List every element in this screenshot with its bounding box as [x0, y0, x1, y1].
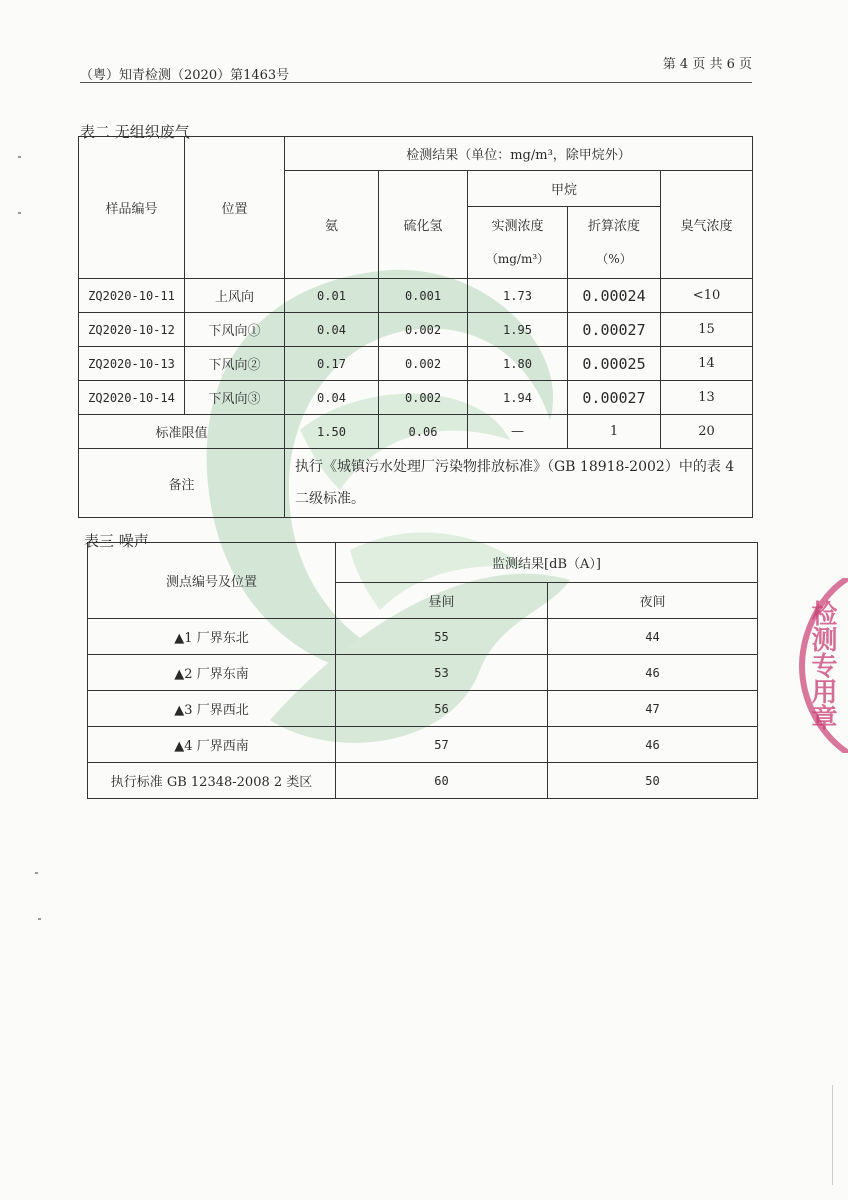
note-text: 执行《城镇污水处理厂污染物排放标准》（GB 18918-2002）中的表 4 二级标准。 — [285, 449, 753, 518]
converted-value: 0.00024 — [568, 279, 661, 313]
limit-label: 标准限值 — [79, 415, 285, 449]
header-day: 昼间 — [336, 583, 548, 619]
h2s-value: 0.002 — [379, 381, 468, 415]
measure-point: ▲2 厂界东南 — [88, 655, 336, 691]
table-row — [88, 619, 758, 655]
note-row — [79, 449, 753, 518]
standard-row — [88, 763, 758, 799]
scan-edge-line — [832, 1085, 833, 1185]
measure-point: ▲3 厂界西北 — [88, 691, 336, 727]
table-row — [88, 655, 758, 691]
header-h2s: 硫化氢 — [379, 171, 468, 279]
document-number: （粤）知青检测（2020）第1463号 — [80, 68, 290, 83]
odor-value: 15 — [661, 313, 753, 347]
night-value: 47 — [548, 691, 758, 727]
header-converted-label: 折算浓度 — [587, 218, 640, 234]
h2s-value: 0.002 — [379, 347, 468, 381]
day-value: 55 — [336, 619, 548, 655]
page-indicator: 第 4 页 共 6 页 — [662, 57, 752, 72]
header-sample-id: 样品编号 — [79, 137, 185, 279]
header-converted — [568, 207, 661, 279]
position: 上风向 — [185, 279, 285, 313]
odor-value: 14 — [661, 347, 753, 381]
limit-ammonia: 1.50 — [285, 415, 379, 449]
measured-value: 1.94 — [468, 381, 568, 415]
table-row — [79, 313, 753, 347]
standard-label: 执行标准 GB 12348-2008 2 类区 — [88, 763, 336, 799]
converted-value: 0.00025 — [568, 347, 661, 381]
day-value: 53 — [336, 655, 548, 691]
limit-row — [79, 415, 753, 449]
noise-table — [87, 542, 758, 799]
sample-id: ZQ2020-10-14 — [79, 381, 185, 415]
limit-converted: 1 — [568, 415, 661, 449]
ammonia-value: 0.04 — [285, 381, 379, 415]
odor-value: 13 — [661, 381, 753, 415]
position: 下风向① — [185, 313, 285, 347]
header-point: 测点编号及位置 — [88, 543, 336, 619]
night-value: 44 — [548, 619, 758, 655]
limit-odor: 20 — [661, 415, 753, 449]
header-ammonia: 氨 — [285, 171, 379, 279]
table3-title: 表三 噪声 — [84, 532, 149, 550]
day-value: 56 — [336, 691, 548, 727]
converted-value: 0.00027 — [568, 313, 661, 347]
sample-id: ZQ2020-10-12 — [79, 313, 185, 347]
ammonia-value: 0.04 — [285, 313, 379, 347]
night-value: 46 — [548, 655, 758, 691]
header-measured-label: 实测浓度 — [491, 218, 544, 234]
header-measured — [468, 207, 568, 279]
header-divider — [80, 82, 752, 83]
measured-value: 1.95 — [468, 313, 568, 347]
ammonia-value: 0.01 — [285, 279, 379, 313]
header-measured-unit: （mg/m³） — [485, 251, 550, 266]
measure-point: ▲4 厂界西南 — [88, 727, 336, 763]
header-night: 夜间 — [548, 583, 758, 619]
night-value: 46 — [548, 727, 758, 763]
table-row — [88, 727, 758, 763]
ammonia-value: 0.17 — [285, 347, 379, 381]
table-row — [79, 347, 753, 381]
odor-value: <10 — [661, 279, 753, 313]
header-methane: 甲烷 — [468, 171, 661, 207]
position: 下风向② — [185, 347, 285, 381]
header-noise-results: 监测结果[dB（A）] — [336, 543, 758, 583]
measured-value: 1.80 — [468, 347, 568, 381]
header-converted-unit: （%） — [596, 251, 632, 266]
measured-value: 1.73 — [468, 279, 568, 313]
header-odor: 臭气浓度 — [661, 171, 753, 279]
day-value: 57 — [336, 727, 548, 763]
standard-day: 60 — [336, 763, 548, 799]
standard-night: 50 — [548, 763, 758, 799]
note-label: 备注 — [79, 449, 285, 518]
limit-measured: — — [468, 415, 568, 449]
sample-id: ZQ2020-10-13 — [79, 347, 185, 381]
header-results: 检测结果（单位：mg/m³，除甲烷外） — [285, 137, 753, 171]
air-emission-table — [78, 136, 753, 518]
limit-h2s: 0.06 — [379, 415, 468, 449]
h2s-value: 0.002 — [379, 313, 468, 347]
position: 下风向③ — [185, 381, 285, 415]
table2-title: 表二 无组织废气 — [80, 123, 190, 141]
header-position: 位置 — [185, 137, 285, 279]
measure-point: ▲1 厂界东北 — [88, 619, 336, 655]
table-row — [79, 381, 753, 415]
seal-stamp-text: 检测专用章 — [807, 600, 837, 730]
converted-value: 0.00027 — [568, 381, 661, 415]
h2s-value: 0.001 — [379, 279, 468, 313]
table-row — [79, 279, 753, 313]
table-row — [88, 691, 758, 727]
sample-id: ZQ2020-10-11 — [79, 279, 185, 313]
